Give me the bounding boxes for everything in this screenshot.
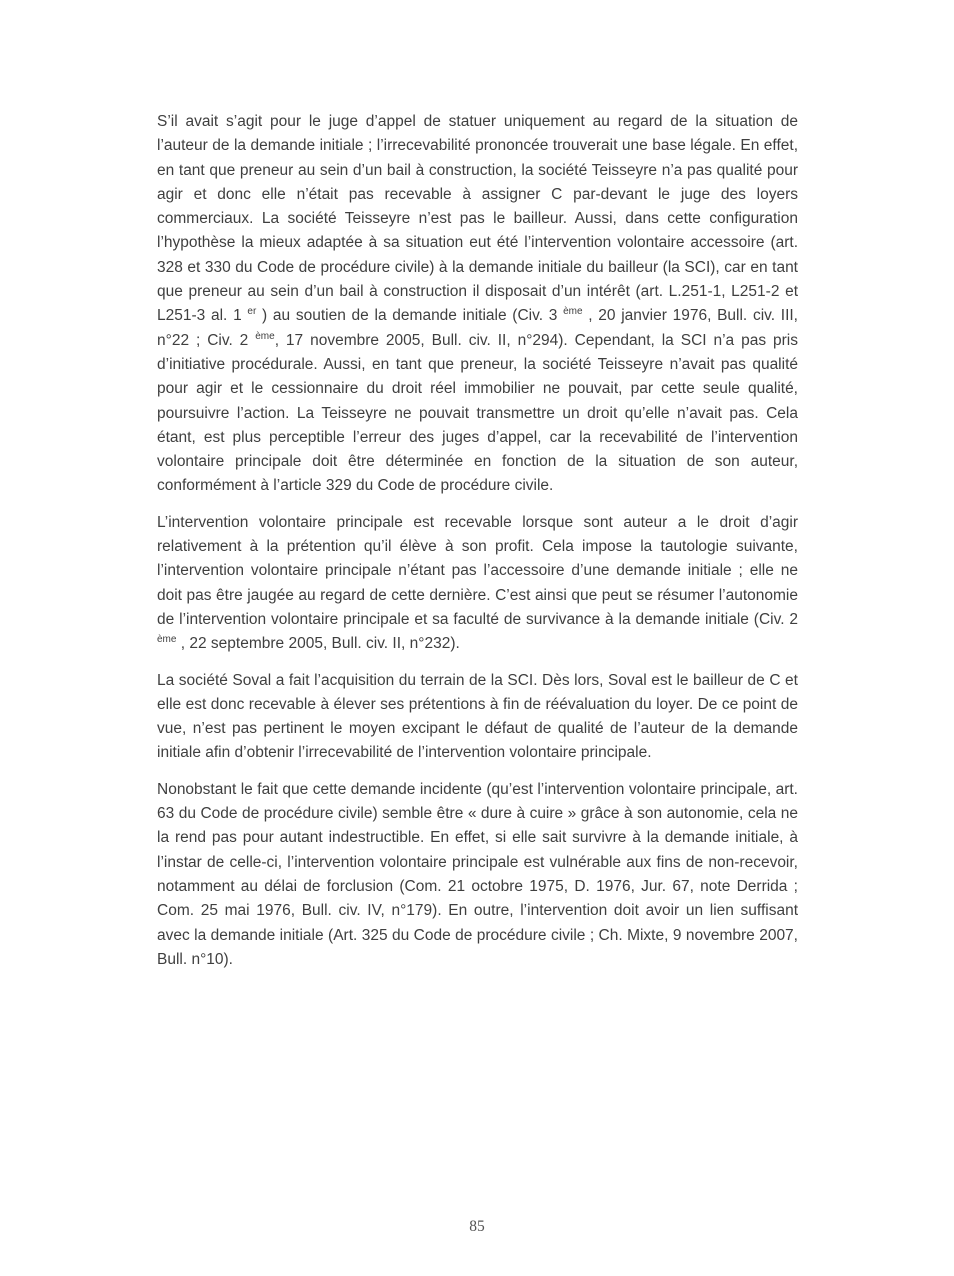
- superscript-text: ème: [157, 634, 177, 646]
- superscript-text: er: [247, 306, 257, 318]
- body-text: Nonobstant le fait que cette demande incidente (qu’est l’intervention volontaire principale, art. 63 du Code de procédure civile) semble être « dure à cuire » grâce à son autonomie, cela ne la rend pas pour autant indestructible. En effet, si elle sait survivre à la demande initiale, à l’instar de celle-ci, l’intervention volontaire principale est vulnérable aux fins de non-recevoir, notamment au délai de forclusion (Com. 21 octobre 1975, D. 1976, Jur. 67, note Derrida ; Com. 25 mai 1976, Bull. civ. IV, n°179). En outre, l’intervention doit avoir un lien suffisant avec la demande initiale (Art. 325 du Code de procédure civile ; Ch. Mixte, 9 novembre 2007, Bull. n°10).: [157, 780, 798, 968]
- body-text: , 20 janvier 1976, Bull. civ. III, n°22 ; Civ. 2: [157, 307, 798, 349]
- body-text: S’il avait s’agit pour le juge d’appel de statuer uniquement au regard de la situation de l’auteur de la demande initiale ; l’irrecevabilité prononcée trouverait une base légale. En effet, en tant que preneur au sein d’un bail à construction, la société Teisseyre n’a pas qualité pour agir et donc elle n’était pas recevable à assigner C par-devant le juge des loyers commerciaux. La société Teisseyre n’est pas le bailleur. Aussi, dans cette configuration l’hypothèse la mieux adaptée à sa situation eut été l’intervention volontaire accessoire (art. 328 et 330 du Code de procédure civile) à la demande initiale du bailleur (la SCI), car en tant que preneur au sein d’un bail à construction il disposait d’un intérêt (art. L.251-1, L251-2 et L251-3 al. 1: [157, 113, 798, 325]
- body-text: La société Soval a fait l’acquisition du terrain de la SCI. Dès lors, Soval est le bailleur de C et elle est donc recevable à élever ses prétentions à fin de réévaluation du loyer. De ce point de vue, n’est pas pertinent le moyen excipant le défaut de qualité de l’auteur de la demande initiale afin d’obtenir l’irrecevabilité de l’intervention volontaire principale.: [157, 671, 798, 762]
- body-text: L’intervention volontaire principale est recevable lorsque sont auteur a le droit d’agir relativement à la prétention qu’il élève à son profit. Cela impose la tautologie suivante, l’intervention volontaire principale n’étant pas l’accessoire d’une demande initiale ; elle ne doit pas être jaugée au regard de cette dernière. C’est ainsi que peut se résumer l’autonomie de l’intervention volontaire principale et sa faculté de survivance à la demande initiale (Civ. 2: [157, 513, 798, 628]
- body-text: , 17 novembre 2005, Bull. civ. II, n°294). Cependant, la SCI n’a pas pris d’initiative procédurale. Aussi, en tant que preneur, la société Teisseyre n’avait pas qualité pour agir et le cessionnaire du droit réel immobilier ne pouvait, par cette seule qualité, poursuivre l’action. La Teisseyre ne pouvait transmettre un droit qu’elle n’avait pas. Cela étant, est plus perceptible l’erreur des juges d’appel, car la recevabilité de l’intervention volontaire principale doit être déterminée en fonction de la situation de son auteur, conformément à l’article 329 du Code de procédure civile.: [157, 331, 798, 495]
- superscript-text: ème: [563, 306, 583, 318]
- superscript-text: ème: [255, 330, 275, 342]
- paragraph: [157, 110, 798, 499]
- paragraph: [157, 669, 798, 766]
- body-text: , 22 septembre 2005, Bull. civ. II, n°232).: [176, 635, 460, 653]
- page-number: 85: [469, 1218, 485, 1235]
- paragraph: [157, 511, 798, 657]
- page-content: [157, 110, 798, 984]
- body-text: ) au soutien de la demande initiale (Civ. 3: [256, 307, 564, 325]
- paragraph: [157, 778, 798, 972]
